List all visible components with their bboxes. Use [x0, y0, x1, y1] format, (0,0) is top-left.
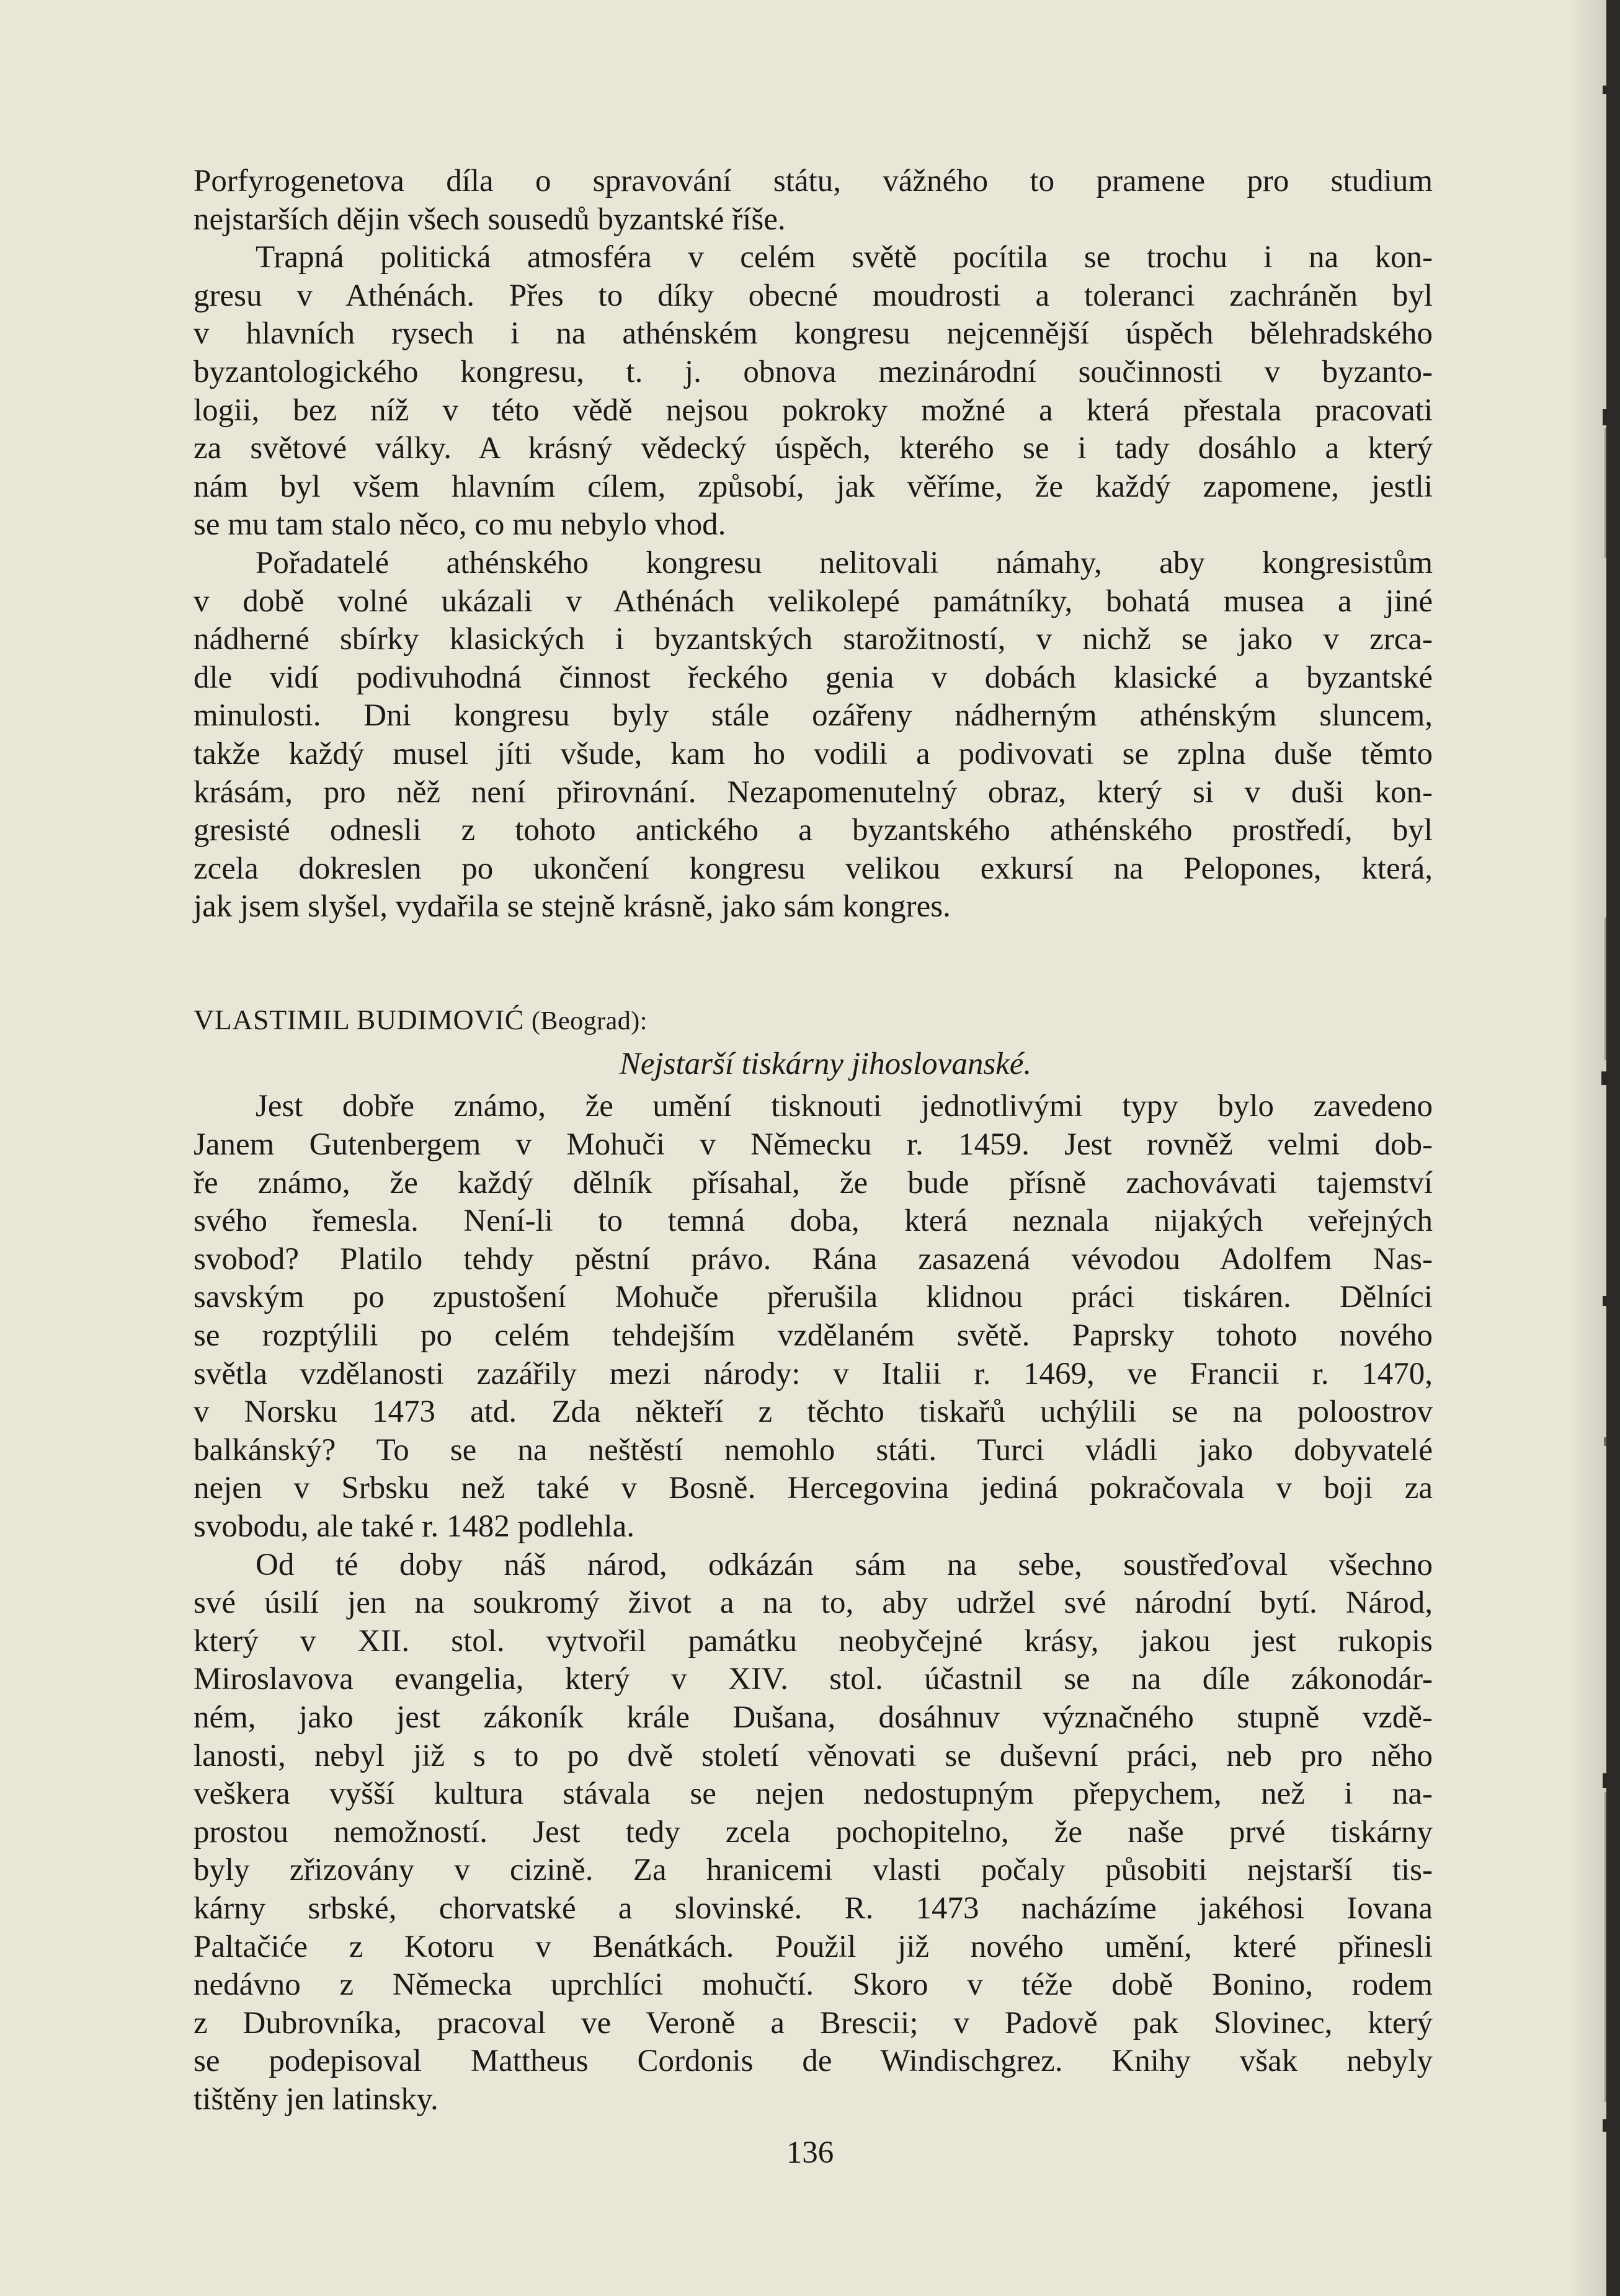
text-line: nejstarších dějin všech sousedů byzantské říše.	[194, 202, 786, 237]
paragraph-4	[194, 1088, 1433, 1546]
scan-mark	[1603, 1296, 1606, 1306]
text-line: světla vzdělanosti zazářily mezi národy: v Italii r. 1469, ve Francii r. 1470,	[194, 1356, 1433, 1391]
text-line: nádherné sbírky klasických i byzantských starožitností, v nichž se jako v zrca-	[194, 622, 1433, 657]
text-line: nejen v Srbsku než také v Bosně. Hercegovina jediná pokračovala v boji za	[194, 1471, 1433, 1506]
scan-mark	[1603, 2119, 1607, 2132]
scan-mark	[1603, 86, 1608, 94]
text-line: se mu tam stalo něco, co mu nebylo vhod.	[194, 507, 726, 543]
text-line: Porfyrogenetova díla o spravování státu, vážného to pramene pro studium	[194, 164, 1433, 198]
paragraph-3	[194, 544, 1433, 926]
text-line: gresu v Athénách. Přes to díky obecné moudrosti a toleranci zachráněn byl	[194, 278, 1433, 313]
text-line: své úsilí jen na soukromý život a na to, aby udržel své národní bytí. Národ,	[194, 1585, 1433, 1621]
text-line: gresisté odnesli z tohoto antického a byzantského athénského prostředí, byl	[194, 813, 1433, 848]
text-line: ře známo, že každý dělník přísahal, že bude přísně zachovávati tajemství	[194, 1165, 1433, 1200]
text-line: v hlavních rysech i na athénském kongresu nejcennější úspěch bělehradského	[194, 316, 1433, 352]
article-title: Nejstarší tiskárny jihoslovanské.	[619, 1047, 1032, 1082]
text-line: krásám, pro něž není přirovnání. Nezapomenutelný obraz, který si v duši kon-	[194, 774, 1433, 810]
text-line: se rozptýlili po celém tehdejším vzdělaném světě. Paprsky tohoto nového	[194, 1318, 1433, 1354]
text-line: Janem Gutenbergem v Mohuči v Německu r. 1459. Jest rovněž velmi dob-	[194, 1127, 1433, 1163]
scan-mark	[1601, 1071, 1608, 1085]
text-line: Pořadatelé athénského kongresu nelitovali námahy, aby kongresistům	[256, 545, 1433, 580]
paragraph-2	[194, 239, 1433, 544]
text-line: Trapná politická atmosféra v celém světě pocítila se trochu i na kon-	[256, 240, 1433, 275]
scan-mark	[1604, 428, 1606, 558]
page-number: 136	[786, 2135, 834, 2170]
text-line: Miroslavova evangelia, který v XIV. stol. účastnil se na díle zákonodár-	[194, 1662, 1433, 1697]
text-line: prostou nemožností. Jest tedy zcela pochopitelno, že naše prvé tiskárny	[194, 1814, 1433, 1850]
text-line: savským po zpustošení Mohuče přerušila klidnou práci tiskáren. Dělníci	[194, 1280, 1433, 1315]
text-line: logii, bez níž v této vědě nejsou pokroky možné a která přestala pracovati	[194, 392, 1433, 428]
section-gap	[194, 926, 1433, 1001]
page-body	[194, 162, 1433, 2119]
text-line: balkánský? To se na neštěstí nemohlo státi. Turci vládli jako dobyvatelé	[194, 1432, 1433, 1468]
paragraph-1	[194, 162, 1433, 239]
author-name: VLASTIMIL BUDIMOVIĆ	[194, 1003, 524, 1035]
text-line: Od té doby náš národ, odkázán sám na sebe, soustřeďoval všechno	[256, 1547, 1433, 1582]
text-line: který v XII. stol. vytvořil památku neobyčejné krásy, jakou jest rukopis	[194, 1623, 1433, 1659]
text-line: ném, jako jest zákoník krále Dušana, dosáhnuv význačného stupně vzdě-	[194, 1700, 1433, 1735]
text-line: minulosti. Dni kongresu byly stále ozářeny nádherným athénským sluncem,	[194, 698, 1433, 734]
text-line: byly zřizovány v cizině. Za hranicemi vlasti počaly působiti nejstarší tis-	[194, 1853, 1433, 1888]
text-line: byzantologického kongresu, t. j. obnova mezinárodní součinnosti v byzanto-	[194, 354, 1433, 389]
book-edge	[1606, 0, 1620, 2296]
text-line: zcela dokreslen po ukončení kongresu velikou exkursí na Pelopones, která,	[194, 851, 1433, 886]
text-line: se podepisoval Mattheus Cordonis de Windischgrez. Knihy však nebyly	[194, 2044, 1433, 2079]
scan-mark	[1603, 409, 1607, 425]
text-line: Jest dobře známo, že umění tisknouti jednotlivými typy bylo zavedeno	[256, 1089, 1433, 1124]
paragraph-5	[194, 1546, 1433, 2119]
text-line: tištěny jen latinsky.	[194, 2081, 438, 2117]
text-line: kárny srbské, chorvatské a slovinské. R. 1473 nacházíme jakéhosi Iovana	[194, 1890, 1433, 1926]
text-line: dle vidí podivuhodná činnost řeckého genia v dobách klasické a byzantské	[194, 660, 1433, 695]
page-edge-shadow	[1569, 0, 1606, 2296]
text-line: takže každý musel jíti všude, kam ho vodili a podivovati se zplna duše těmto	[194, 736, 1433, 771]
article-byline	[194, 1001, 1433, 1041]
scan-mark	[1604, 1437, 1606, 1446]
scan-mark	[1604, 1792, 1606, 2102]
text-line: svobod? Platilo tehdy pěstní právo. Rána zasazená vévodou Adolfem Nas-	[194, 1241, 1433, 1277]
text-line: v Norsku 1473 atd. Zda někteří z těchto tiskařů uchýlili se na poloostrov	[194, 1394, 1433, 1430]
scan-mark	[1604, 918, 1606, 1060]
author-affiliation: (Beograd):	[531, 1006, 648, 1035]
text-line: svého řemesla. Není-li to temná doba, která neznala nijakých veřejných	[194, 1203, 1433, 1239]
text-line: svobodu, ale také r. 1482 podlehla.	[194, 1509, 635, 1544]
scan-mark	[1603, 1773, 1608, 1788]
text-line: Paltačiće z Kotoru v Benátkách. Použil již nového umění, které přinesli	[194, 1929, 1433, 1964]
text-line: za světové války. A krásný vědecký úspěch, kterého se i tady dosáhlo a který	[194, 431, 1433, 466]
text-line: v době volné ukázali v Athénách velikolepé památníky, bohatá musea a jiné	[194, 583, 1433, 619]
text-line: lanosti, nebyl již s to po dvě století věnovati se duševní práci, neb pro něho	[194, 1738, 1433, 1773]
text-line: nám byl všem hlavním cílem, způsobí, jak věříme, že každý zapomene, jestli	[194, 469, 1433, 504]
text-line: veškera vyšší kultura stávala se nejen nedostupným přepychem, než i na-	[194, 1776, 1433, 1812]
text-line: jak jsem slyšel, vydařila se stejně krásně, jako sám kongres.	[194, 889, 951, 924]
text-line: nedávno z Německa uprchlíci mohučtí. Skoro v téže době Bonino, rodem	[194, 1967, 1433, 2003]
text-line: z Dubrovníka, pracoval ve Veroně a Brescii; v Padově pak Slovinec, který	[194, 2005, 1433, 2041]
